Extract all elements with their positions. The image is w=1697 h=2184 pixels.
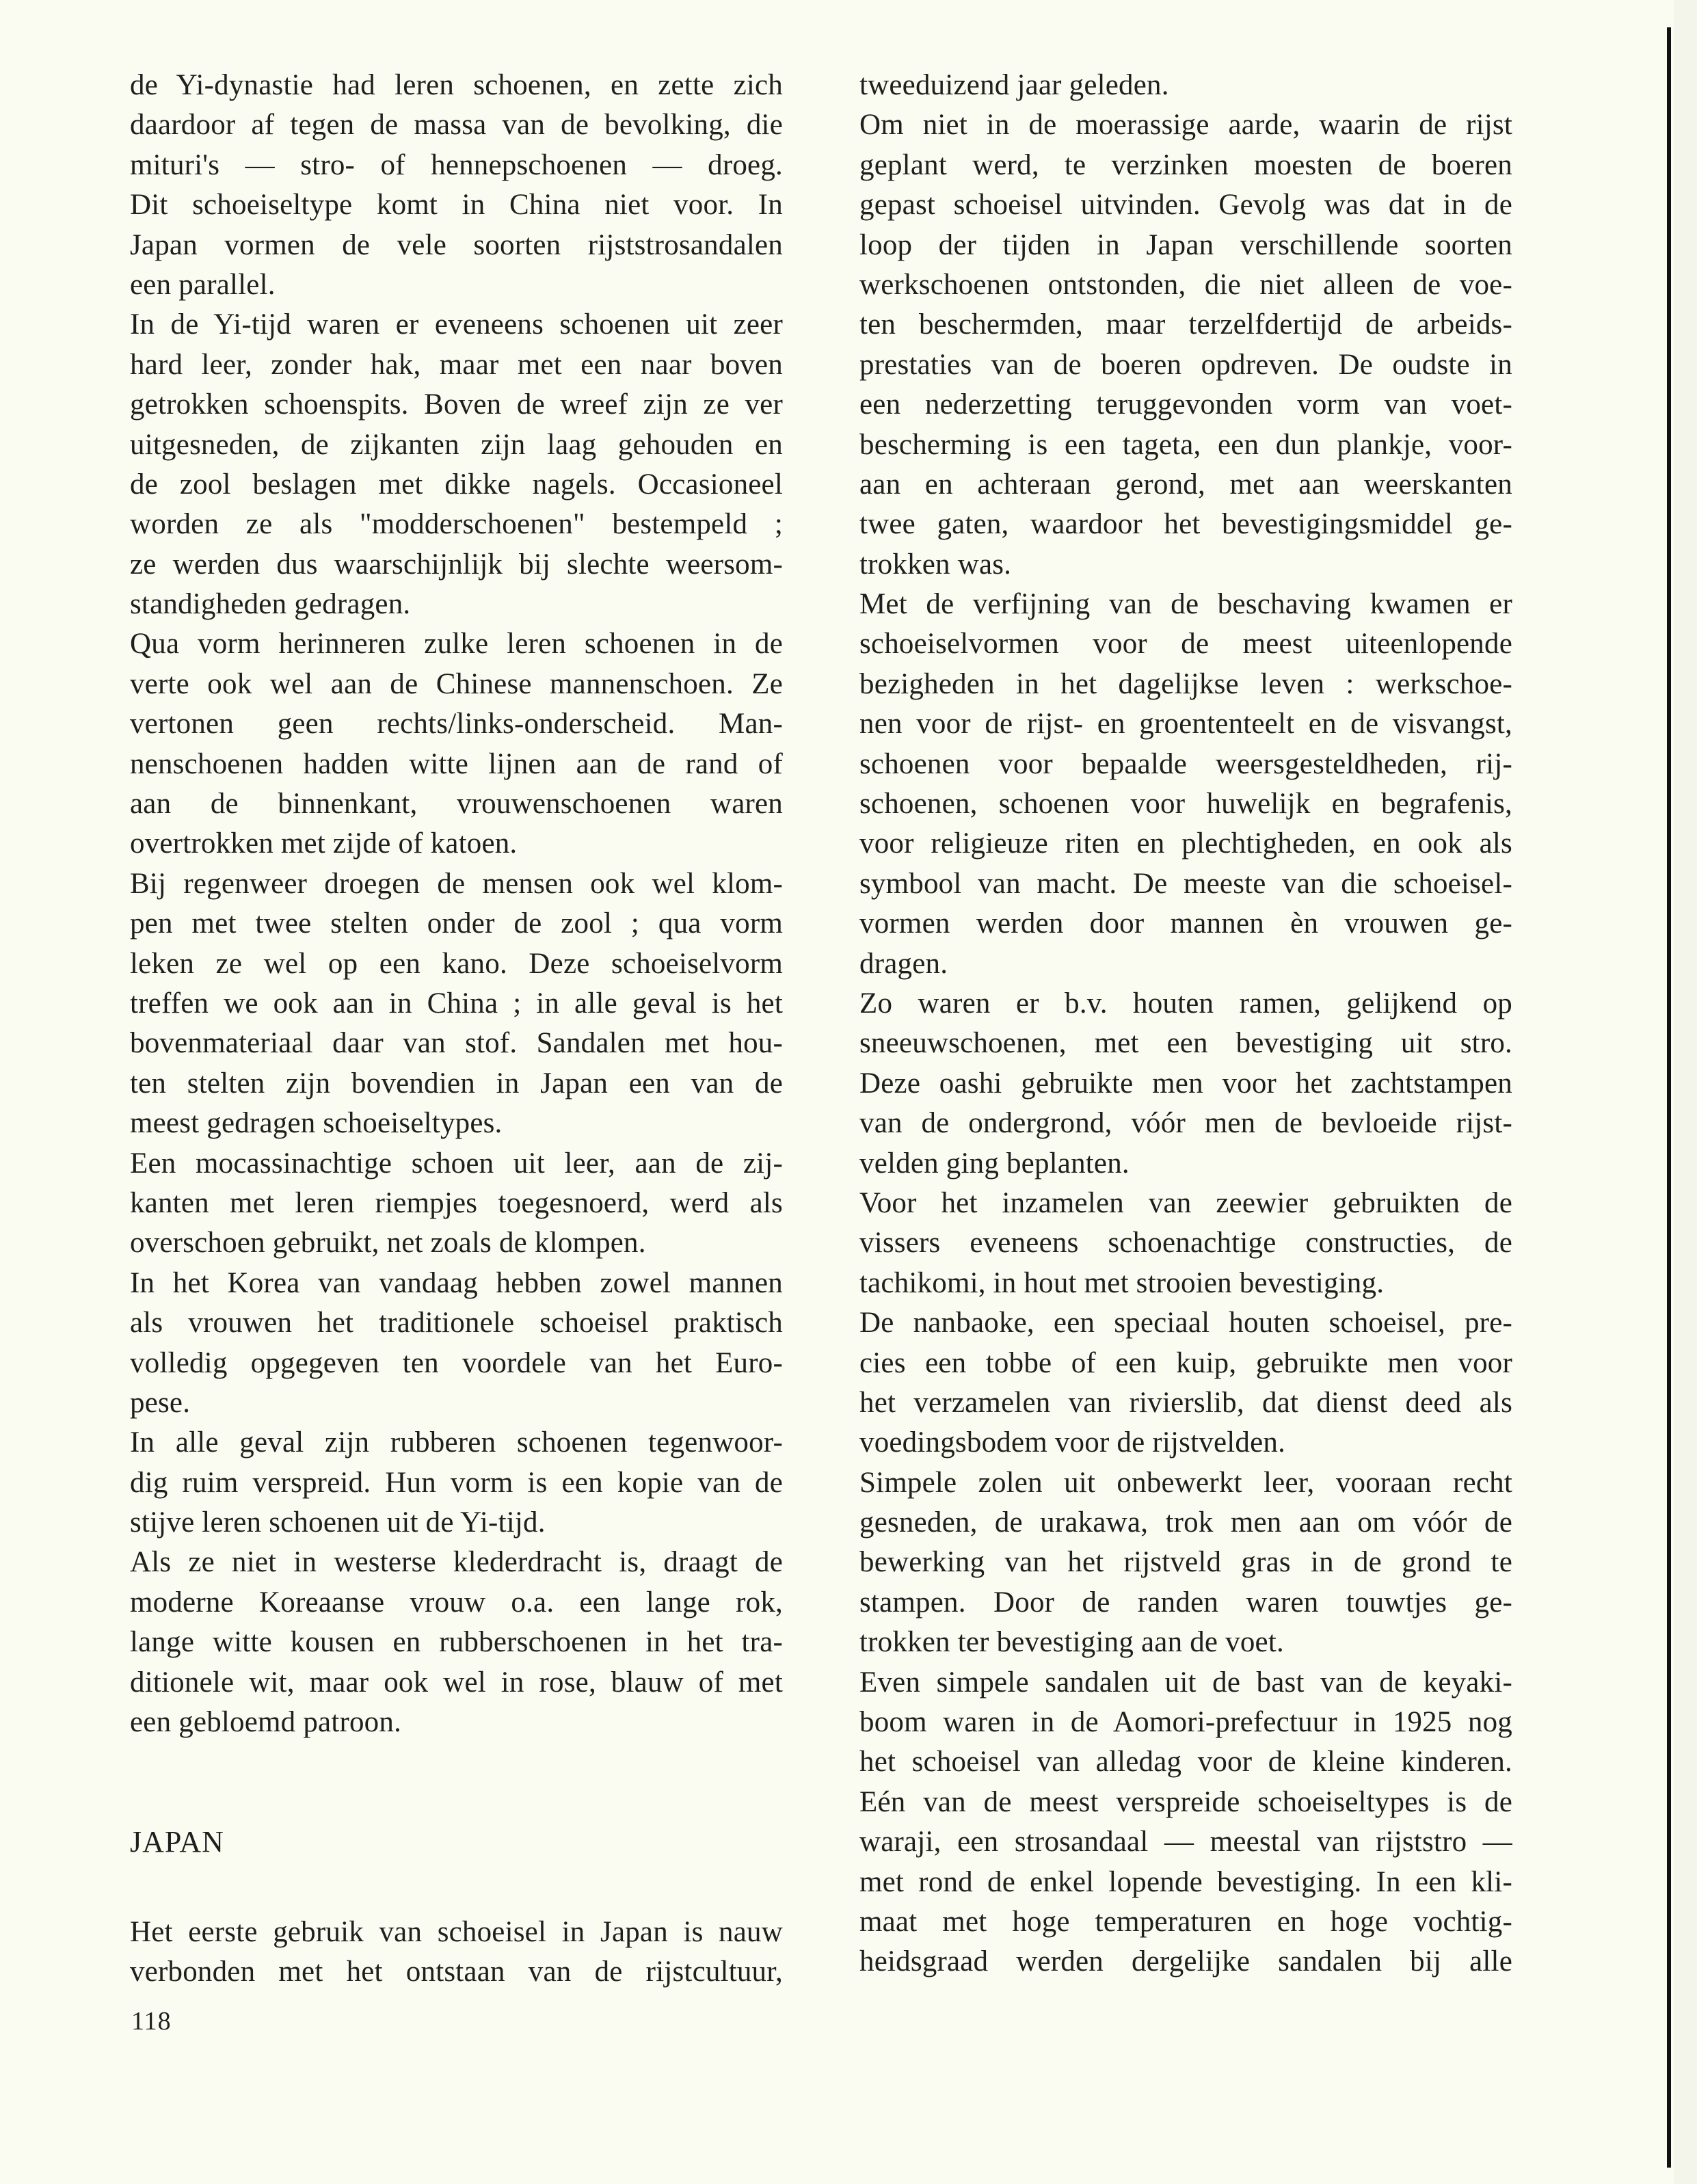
text-line: In de Yi-tijd waren er eveneens schoenen uit zeer xyxy=(130,308,783,341)
text-line: In alle geval zijn rubberen schoenen tegenwoor- xyxy=(130,1426,783,1459)
text-line: volledig opgegeven ten voordele van het Euro- xyxy=(130,1346,783,1379)
text-line: vertonen geen rechts/links-onderscheid. Man- xyxy=(130,708,783,741)
text-line: Voor het inzamelen van zeewier gebruikten de xyxy=(859,1186,1512,1219)
text-line: Bij regenweer droegen de mensen ook wel klom- xyxy=(130,867,783,900)
japan-intro-body xyxy=(130,1913,783,1993)
text-line: worden ze als "modderschoenen" bestempeld ; xyxy=(130,508,783,541)
text-line: meest gedragen schoeiseltypes. xyxy=(130,1107,503,1140)
text-line: Deze oashi gebruikte men voor het zachtstampen xyxy=(859,1067,1512,1100)
text-line: Met de verfijning van de beschaving kwamen er xyxy=(859,588,1512,621)
text-line: een parallel. xyxy=(130,268,276,301)
text-line: Dit schoeiseltype komt in China niet voor. In xyxy=(130,189,783,222)
text-line: Zo waren er b.v. houten ramen, gelijkend op xyxy=(859,987,1512,1020)
text-line: hard leer, zonder hak, maar met een naar boven xyxy=(130,348,783,381)
text-line: Even simpele sandalen uit de bast van de keyaki- xyxy=(859,1666,1512,1699)
text-line: loop der tijden in Japan verschillende soorten xyxy=(859,228,1512,261)
text-line: maat met hoge temperaturen en hoge vochtig- xyxy=(859,1905,1512,1938)
text-line: schoeiselvormen voor de meest uiteenlopende xyxy=(859,628,1512,661)
text-line: heidsgraad werden dergelijke sandalen bij alle xyxy=(859,1945,1512,1978)
page-number: 118 xyxy=(131,2007,172,2036)
text-line: verte ook wel aan de Chinese mannenschoen. Ze xyxy=(130,667,783,700)
text-line: ze werden dus waarschijnlijk bij slechte weersom- xyxy=(130,548,783,581)
text-line: vormen werden door mannen èn vrouwen ge- xyxy=(859,907,1512,940)
text-line: de Yi-dynastie had leren schoenen, en zette zich xyxy=(130,69,783,101)
text-line: nenschoenen hadden witte lijnen aan de rand of xyxy=(130,747,783,780)
text-line: Japan vormen de vele soorten rijststrosandalen xyxy=(130,228,783,261)
text-line: prestaties van de boeren opdreven. De oudste in xyxy=(859,348,1512,381)
text-line: als vrouwen het traditionele schoeisel praktisch xyxy=(130,1307,783,1340)
text-line: werkschoenen ontstonden, die niet alleen de voe- xyxy=(859,268,1512,301)
text-line: overschoen gebruikt, net zoals de klompen. xyxy=(130,1227,646,1260)
section-heading-japan: JAPAN xyxy=(130,1825,224,1859)
text-line: treffen we ook aan in China ; in alle geval is het xyxy=(130,987,783,1020)
text-line: een nederzetting teruggevonden vorm van voet- xyxy=(859,388,1512,421)
text-line: voor religieuze riten en plechtigheden, en ook als xyxy=(859,827,1512,860)
page-edge xyxy=(1674,0,1697,2184)
text-line: Het eerste gebruik van schoeisel in Japan is nauw xyxy=(130,1915,783,1948)
text-line: overtrokken met zijde of katoen. xyxy=(130,827,518,860)
text-line: vissers eveneens schoenachtige constructies, de xyxy=(859,1227,1512,1260)
text-line: geplant werd, te verzinken moesten de boeren xyxy=(859,148,1512,181)
text-line: In het Korea van vandaag hebben zowel mannen xyxy=(130,1266,783,1299)
text-line: trokken was. xyxy=(859,548,1012,581)
text-line: moderne Koreaanse vrouw o.a. een lange rok, xyxy=(130,1586,783,1619)
text-line: aan en achteraan gerond, met aan weerskanten xyxy=(859,468,1512,501)
text-line: van de ondergrond, vóór men de bevloeide rijst- xyxy=(859,1107,1512,1140)
text-line: lange witte kousen en rubberschoenen in het tra- xyxy=(130,1626,783,1659)
right-text-column xyxy=(859,66,1512,1982)
text-line: verbonden met het ontstaan van de rijstcultuur, xyxy=(130,1956,783,1988)
text-line: mituri's — stro- of hennepschoenen — droeg. xyxy=(130,148,783,181)
text-line: schoenen, schoenen voor huwelijk en begrafenis, xyxy=(859,788,1512,821)
text-line: twee gaten, waardoor het bevestigingsmiddel ge- xyxy=(859,508,1512,541)
text-line: Als ze niet in westerse klederdracht is, draagt de xyxy=(130,1546,783,1579)
text-line: de zool beslagen met dikke nagels. Occasioneel xyxy=(130,468,783,501)
left-text-column xyxy=(130,66,783,1993)
text-line: velden ging beplanten. xyxy=(859,1147,1130,1180)
text-line: ten stelten zijn bovendien in Japan een van de xyxy=(130,1067,783,1100)
text-line: kanten met leren riempjes toegesnoerd, werd als xyxy=(130,1186,783,1219)
text-line: bescherming is een tageta, een dun plankje, voor- xyxy=(859,428,1512,461)
text-line: Simpele zolen uit onbewerkt leer, vooraan recht xyxy=(859,1466,1512,1499)
text-line: pese. xyxy=(130,1386,191,1419)
text-line: dig ruim verspreid. Hun vorm is een kopie van de xyxy=(130,1466,783,1499)
text-line: Een mocassinachtige schoen uit leer, aan de zij- xyxy=(130,1147,783,1180)
binding-edge-line xyxy=(1667,27,1671,2168)
text-line: voedingsbodem voor de rijstvelden. xyxy=(859,1426,1286,1459)
text-line: bovenmateriaal daar van stof. Sandalen met hou- xyxy=(130,1027,783,1060)
text-line: stampen. Door de randen waren touwtjes ge- xyxy=(859,1586,1512,1619)
left-column-body xyxy=(130,66,783,1742)
text-line: boom waren in de Aomori-prefectuur in 1925 nog xyxy=(859,1706,1512,1739)
text-line: het schoeisel van alledag voor de kleine kinderen. xyxy=(859,1746,1512,1779)
text-line: standigheden gedragen. xyxy=(130,588,411,621)
heading-spacer xyxy=(130,1863,783,1913)
text-line: het verzamelen van rivierslib, dat dienst deed als xyxy=(859,1386,1512,1419)
text-line: bezigheden in het dagelijkse leven : werkschoe- xyxy=(859,667,1512,700)
text-line: een gebloemd patroon. xyxy=(130,1706,402,1739)
text-line: nen voor de rijst- en groententeelt en de visvangst, xyxy=(859,708,1512,741)
text-line: trokken ter bevestiging aan de voet. xyxy=(859,1626,1284,1659)
text-line: bewerking van het rijstveld gras in de grond te xyxy=(859,1546,1512,1579)
text-line: De nanbaoke, een speciaal houten schoeisel, pre- xyxy=(859,1307,1512,1340)
right-column-body xyxy=(859,66,1512,1982)
text-line: getrokken schoenspits. Boven de wreef zijn ze ver xyxy=(130,388,783,421)
text-line: aan de binnenkant, vrouwenschoenen waren xyxy=(130,788,783,821)
text-line: met rond de enkel lopende bevestiging. In een kli- xyxy=(859,1865,1512,1898)
text-line: ten beschermden, maar terzelfdertijd de arbeids- xyxy=(859,308,1512,341)
text-line: pen met twee stelten onder de zool ; qua vorm xyxy=(130,907,783,940)
text-line: symbool van macht. De meeste van die schoeisel- xyxy=(859,867,1512,900)
text-line: gesneden, de urakawa, trok men aan om vóór de xyxy=(859,1506,1512,1539)
section-spacer xyxy=(130,1742,783,1822)
text-line: tachikomi, in hout met strooien bevestiging. xyxy=(859,1266,1385,1299)
text-line: stijve leren schoenen uit de Yi-tijd. xyxy=(130,1506,546,1539)
text-line: gepast schoeisel uitvinden. Gevolg was dat in de xyxy=(859,189,1512,222)
text-line: Qua vorm herinneren zulke leren schoenen in de xyxy=(130,628,783,661)
text-line: waraji, een strosandaal — meestal van rijststro — xyxy=(859,1826,1512,1859)
text-line: cies een tobbe of een kuip, gebruikte men voor xyxy=(859,1346,1512,1379)
text-line: daardoor af tegen de massa van de bevolking, die xyxy=(130,109,783,142)
text-line: leken ze wel op een kano. Deze schoeiselvorm xyxy=(130,947,783,980)
text-line: sneeuwschoenen, met een bevestiging uit stro. xyxy=(859,1027,1512,1060)
text-line: Eén van de meest verspreide schoeiseltypes is de xyxy=(859,1785,1512,1818)
text-line: dragen. xyxy=(859,947,948,980)
text-line: tweeduizend jaar geleden. xyxy=(859,69,1169,101)
text-line: ditionele wit, maar ook wel in rose, blauw of met xyxy=(130,1666,783,1699)
text-line: Om niet in de moerassige aarde, waarin de rijst xyxy=(859,109,1512,142)
text-line: schoenen voor bepaalde weersgesteldheden, rij- xyxy=(859,747,1512,780)
text-line: uitgesneden, de zijkanten zijn laag gehouden en xyxy=(130,428,783,461)
